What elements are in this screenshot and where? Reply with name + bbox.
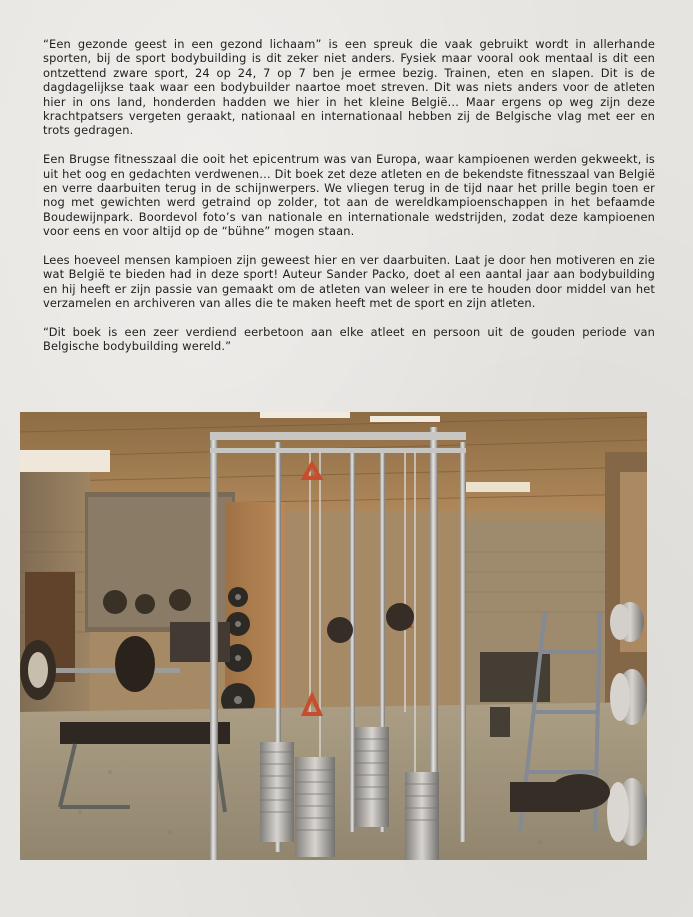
paragraph-4: “Dit boek is een zeer verdiend eerbetoon aan elke atleet en persoon uit de gouden periode van Belgische bodybuilding wereld.”	[43, 325, 655, 354]
paragraph-1: “Een gezonde geest in een gezond lichaam” is een spreuk die vaak gebruikt wordt in allerhande sporten, bij de sport bodybuilding is dit zeker niet anders. Fysiek maar vooral ook mentaal is dit een ontzettend zware sport, 24 op 24, 7 op 7 ben je ermee bezig. Trainen, eten en slapen. Dit is de dagdagelijkse taak waar een bodybuilder naartoe moet streven. Dit was niets anders voor de atleten hier in ons land, honderden hadden we hier in het kleine België… Maar ergens op weg zijn deze krachtpatsers vergeten geraakt, nationaal en internationaal hebben zij de Belgische vlag met eer en trots gedragen.	[43, 37, 655, 138]
paragraph-2: Een Brugse fitnesszaal die ooit het epicentrum was van Europa, waar kampioenen werden gekweekt, is uit het oog en gedachten verdwenen… Dit boek zet deze atleten en de bekendste fitnesszaal van België en verre daarbuiten terug in de schijnwerpers. We vliegen terug in de tijd naar het prille begin toen er nog met gewichten werd getraind op zolder, tot aan de wereldkampioenschappen in het befaamde Boudewijnpark. Boordevol foto’s van nationale en internationale wedstrijden, zodat deze kampioenen voor eens en voor altijd op de “bühne” mogen staan.	[43, 152, 655, 239]
gym-interior-photo	[20, 412, 647, 860]
paragraph-3: Lees hoeveel mensen kampioen zijn geweest hier en ver daarbuiten. Laat je door hen motiveren en zie wat België te bieden had in deze sport! Auteur Sander Packo, doet al een aantal jaar aan bodybuilding en hij heeft er zijn passie van gemaakt om de atleten van weleer in ere te houden door middel van het verzamelen en archiveren van alles die te maken heeft met de sport en zijn atleten.	[43, 253, 655, 311]
body-text	[43, 37, 655, 368]
